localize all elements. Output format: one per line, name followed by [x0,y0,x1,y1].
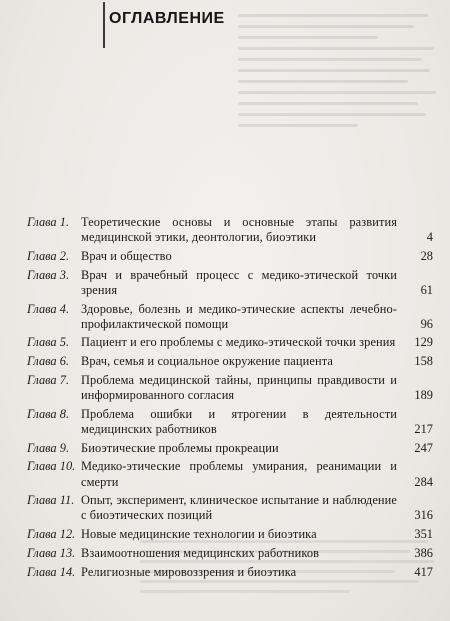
chapter-number: 7. [59,372,70,387]
page-number: 4 [426,230,433,245]
page-number: 351 [414,527,433,542]
page-number: 189 [414,388,433,403]
chapter-number: 13. [59,545,76,560]
toc-entry[interactable] [27,215,433,245]
chapter-label [27,249,79,264]
toc-entry[interactable] [27,459,433,489]
page-number: 284 [414,474,433,489]
chapter-label [27,407,79,422]
page-number: 217 [414,421,433,436]
chapter-title: Биоэтические проблемы прокреации [81,440,279,455]
show-through-text [238,14,438,164]
toc-entry[interactable] [27,249,433,264]
page-title: ОГЛАВЛЕНИЕ [109,10,225,27]
chapter-title: Медико-этические проблемы умирания, реанимации и смерти [81,459,397,489]
chapter-word: Глава [27,372,57,387]
chapter-label [27,302,79,317]
chapter-title: Проблема ошибки и ятрогении в деятельности медицинских работников [81,406,397,436]
chapter-label [27,546,79,561]
chapter-label [27,527,79,542]
page-number: 61 [420,282,433,297]
table-of-contents [27,215,433,583]
page-number: 28 [420,248,433,263]
toc-entry[interactable] [27,407,433,437]
chapter-word: Глава [27,267,57,282]
chapter-number: 4. [59,301,70,316]
chapter-word: Глава [27,440,57,455]
chapter-number: 10. [59,459,76,474]
chapter-label [27,354,79,369]
chapter-number: 12. [59,527,76,542]
chapter-number: 5. [59,335,70,350]
toc-entry[interactable] [27,546,433,561]
toc-entry[interactable] [27,373,433,403]
toc-entry[interactable] [27,354,433,369]
page-number: 316 [414,508,433,523]
chapter-title: Опыт, эксперимент, клиническое испытание и наблюдение с биоэтических позиций [81,493,397,523]
chapter-title: Новые медицинские технологии и биоэтика [81,527,317,542]
page-number: 158 [414,354,433,369]
chapter-title: Теоретические основы и основные этапы развития медицинской этики, деонтологии, биоэтики [81,215,397,245]
chapter-number: 3. [59,267,70,282]
chapter-word: Глава [27,354,57,369]
chapter-word: Глава [27,335,57,350]
toc-entry[interactable] [27,527,433,542]
page-number: 129 [414,335,433,350]
toc-entry[interactable] [27,335,433,350]
chapter-label [27,441,79,456]
chapter-number: 9. [59,440,70,455]
chapter-number: 8. [59,406,70,421]
chapter-word: Глава [27,564,57,579]
page-number: 247 [414,440,433,455]
chapter-word: Глава [27,406,57,421]
chapter-word: Глава [27,301,57,316]
toc-entry[interactable] [27,268,433,298]
chapter-label [27,565,79,580]
toc-entry[interactable] [27,302,433,332]
chapter-word: Глава [27,248,57,263]
chapter-number: 6. [59,354,70,369]
chapter-word: Глава [27,493,57,508]
chapter-label [27,335,79,350]
chapter-label [27,493,79,508]
chapter-number: 2. [59,248,70,263]
chapter-title: Здоровье, болезнь и медико-этические аспекты лечебно-профилактической помощи [81,301,397,331]
chapter-title: Врач и общество [81,248,172,263]
chapter-label [27,373,79,388]
chapter-word: Глава [27,215,57,229]
toc-entry[interactable] [27,493,433,523]
chapter-title: Религиозные мировоззрения и биоэтика [81,564,297,579]
chapter-number: 14. [59,564,76,579]
chapter-title: Пациент и его проблемы с медико-этической точки зрения [81,335,396,350]
page-number: 417 [414,564,433,579]
chapter-title: Врач, семья и социальное окружение пациента [81,354,333,369]
chapter-title: Проблема медицинской тайны, принципы правдивости и информированного согласия [81,372,397,403]
chapter-label [27,268,79,283]
chapter-title: Взаимоотношения медицинских работников [81,545,320,560]
chapter-label [27,459,79,474]
chapter-word: Глава [27,545,57,560]
chapter-number: 11. [59,493,75,508]
page-number: 386 [414,545,433,560]
chapter-title: Врач и врачебный процесс с медико-этической точки зрения [81,267,397,297]
page-number: 96 [420,316,433,331]
toc-entry[interactable] [27,441,433,456]
chapter-word: Глава [27,459,57,474]
heading-rule [103,2,105,48]
chapter-label [27,215,79,230]
chapter-number: 1. [59,215,70,229]
chapter-word: Глава [27,527,57,542]
toc-entry[interactable] [27,565,433,580]
